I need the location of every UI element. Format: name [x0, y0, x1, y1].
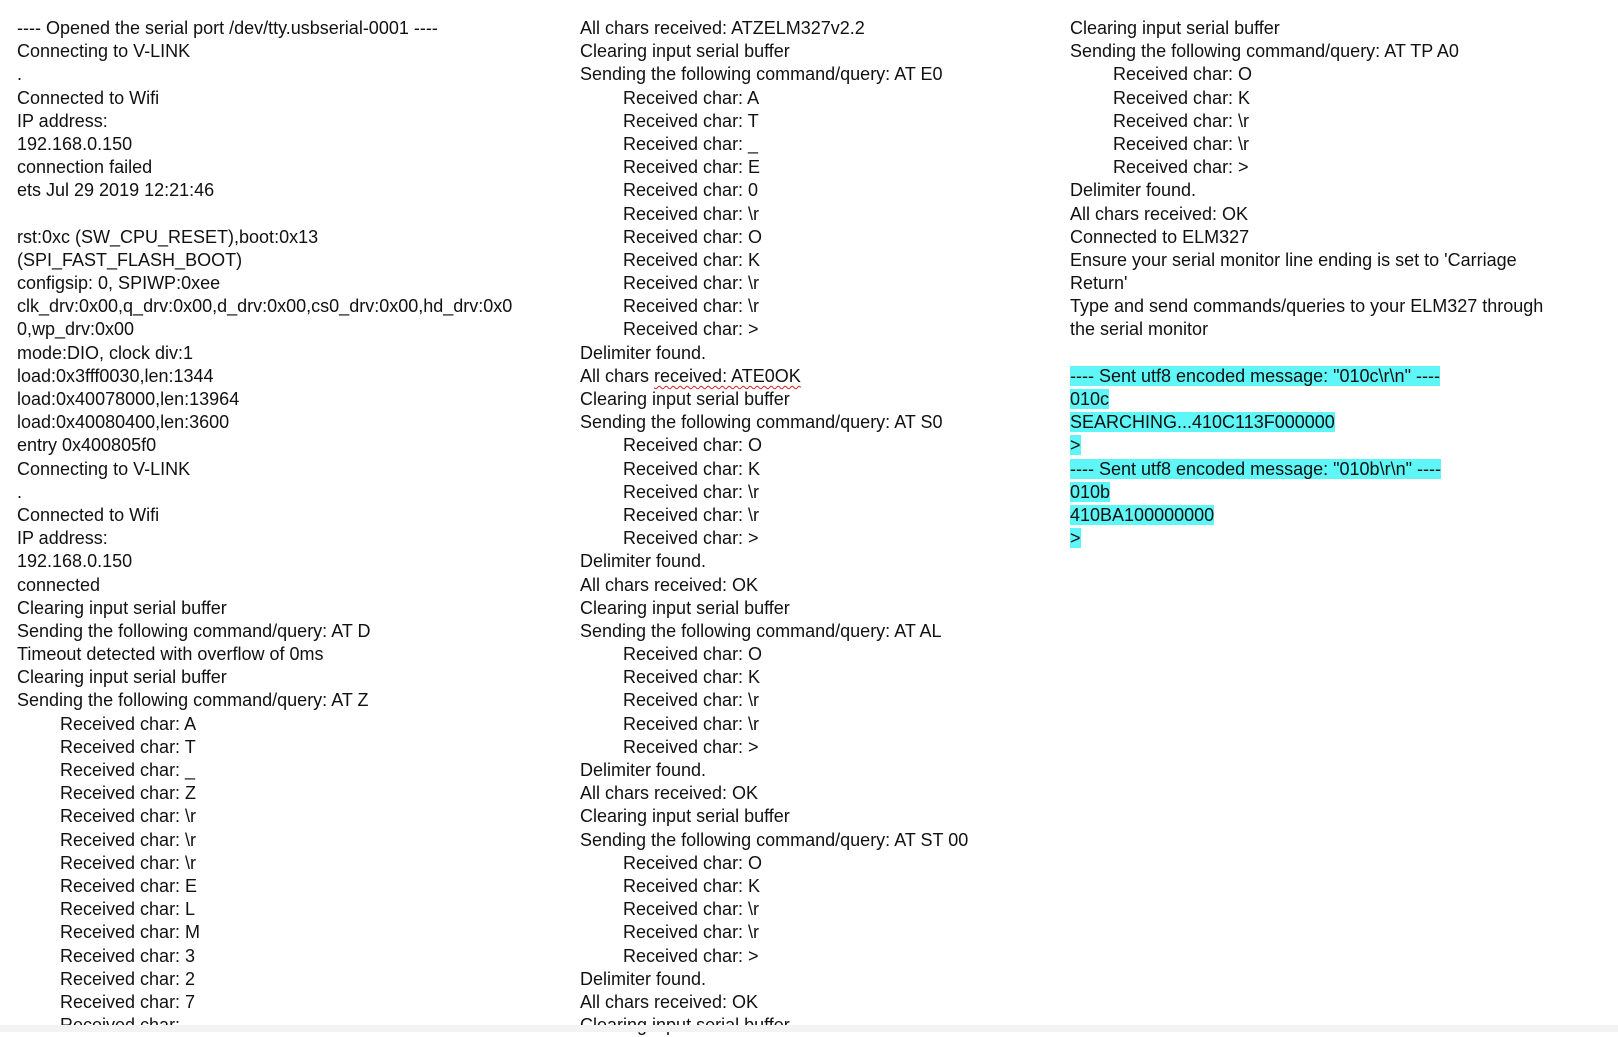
log-line-text: Received char: K	[623, 875, 761, 896]
log-line-text: Clearing input serial buffer	[17, 597, 227, 618]
log-line-text: Sending the following command/query: AT AL	[580, 620, 942, 641]
highlighted-log-line	[1070, 411, 1615, 434]
log-line-text: Sending the following command/query: AT S0	[580, 412, 943, 433]
log-line-text: Received char: 0	[623, 180, 759, 201]
log-line-text: Received char: T	[60, 736, 196, 757]
log-line: All chars received: ATE0OK	[580, 365, 801, 386]
log-line-text: Delimiter found.	[580, 968, 707, 989]
log-line	[17, 411, 562, 434]
log-line	[580, 968, 1050, 991]
log-line	[17, 63, 562, 86]
log-line	[17, 504, 562, 527]
log-line	[580, 597, 1050, 620]
log-line-text: Received char: >	[623, 945, 759, 966]
received-char-line	[1070, 87, 1615, 110]
log-line	[1070, 17, 1615, 40]
log-line-text: load:0x3fff0030,len:1344	[17, 365, 214, 386]
log-line-text: Sending the following command/query: AT TP A0	[1070, 41, 1459, 62]
received-char-line	[580, 87, 1050, 110]
log-line	[580, 759, 1050, 782]
log-line-text: rst:0xc (SW_CPU_RESET),boot:0x13	[17, 226, 319, 247]
log-line-text: Clearing input serial buffer	[580, 41, 790, 62]
log-line	[17, 458, 562, 481]
log-line	[17, 574, 562, 597]
log-line	[17, 249, 562, 272]
log-line-text: Received char: O	[623, 644, 763, 665]
received-char-line	[580, 527, 1050, 550]
received-char-line	[580, 249, 1050, 272]
log-line-text: 192.168.0.150	[17, 133, 133, 154]
log-line-text: Received char: 3	[60, 945, 196, 966]
received-char-line	[580, 736, 1050, 759]
log-line-text: IP address:	[17, 528, 108, 549]
log-line-text: Received char: O	[623, 852, 763, 873]
log-line	[1070, 272, 1615, 295]
log-line-text: Received char: O	[623, 226, 763, 247]
log-line	[17, 87, 562, 110]
log-line	[1070, 342, 1615, 365]
received-char-line	[580, 458, 1050, 481]
log-line-text: Connecting to V-LINK	[17, 41, 191, 62]
log-line	[580, 342, 1050, 365]
log-line	[17, 620, 562, 643]
log-line	[17, 434, 562, 457]
log-line-text: Connected to Wifi	[17, 87, 160, 108]
log-line-text: Received char: T	[623, 110, 759, 131]
log-line-text: configsip: 0, SPIWP:0xee	[17, 273, 221, 294]
log-line-text: Received char: K	[623, 458, 761, 479]
log-line-text: load:0x40080400,len:3600	[17, 412, 230, 433]
log-line-text: Connecting to V-LINK	[17, 458, 191, 479]
log-line	[17, 40, 562, 63]
log-line-text: the serial monitor	[1070, 319, 1209, 340]
received-char-line	[580, 689, 1050, 712]
highlighted-log-line	[1070, 434, 1615, 457]
log-line-text: 010b	[1070, 481, 1111, 502]
log-line-text: ---- Opened the serial port /dev/tty.usbserial-0001 ----	[17, 18, 438, 38]
received-char-line	[580, 203, 1050, 226]
received-char-line	[17, 805, 562, 828]
log-line	[1070, 295, 1615, 318]
log-line-text: Clearing input serial buffer	[580, 389, 790, 409]
log-line-text: Sending the following command/query: AT ST 00	[580, 829, 969, 850]
received-char-line	[17, 968, 562, 991]
received-char-line	[17, 736, 562, 759]
log-line	[17, 689, 562, 712]
received-char-line	[1070, 110, 1615, 133]
log-line-text: entry 0x400805f0	[17, 435, 157, 456]
log-line-text: .	[17, 64, 23, 85]
log-line-text: Received char: O	[623, 435, 763, 456]
log-line-text: Received char: \r	[1113, 110, 1250, 131]
received-char-line	[1070, 156, 1615, 179]
received-char-line	[1070, 133, 1615, 156]
log-line	[1070, 318, 1615, 341]
received-char-line	[580, 110, 1050, 133]
log-line	[17, 365, 562, 388]
log-line	[580, 782, 1050, 805]
received-char-line	[17, 991, 562, 1014]
log-line-text: Received char: Z	[60, 783, 197, 804]
received-char-line	[580, 643, 1050, 666]
received-char-line	[580, 156, 1050, 179]
log-line-text: 0,wp_drv:0x00	[17, 319, 135, 340]
log-line	[17, 295, 562, 318]
log-line-text: connection failed	[17, 157, 153, 178]
log-line	[17, 666, 562, 689]
log-line-text: Received char: K	[1113, 87, 1251, 108]
log-line-text: Clearing input serial buffer	[580, 806, 790, 827]
log-line	[580, 620, 1050, 643]
log-line-text: mode:DIO, clock div:1	[17, 342, 194, 363]
highlighted-log-line	[1070, 527, 1615, 550]
log-line-text: ets Jul 29 2019 12:21:46	[17, 180, 215, 201]
log-line-text: Delimiter found.	[580, 342, 707, 363]
log-line	[17, 643, 562, 666]
received-char-line	[17, 921, 562, 944]
received-char-line	[580, 434, 1050, 457]
received-char-line	[580, 272, 1050, 295]
log-line-text: Received char: _	[60, 760, 196, 780]
received-char-line	[580, 504, 1050, 527]
received-char-line	[580, 875, 1050, 898]
log-line-text: ---- Sent utf8 encoded message: "010c\r\n" ----	[1070, 365, 1440, 386]
log-line	[580, 40, 1050, 63]
log-line-text: Type and send commands/queries to your ELM327 through	[1070, 296, 1544, 317]
log-column-2	[580, 17, 1050, 1037]
log-line-text: Timeout detected with overflow of 0ms	[17, 644, 324, 665]
log-line	[17, 272, 562, 295]
log-line-text: >	[1070, 528, 1081, 549]
log-line-text: Received char: >	[1113, 157, 1249, 178]
log-line	[17, 597, 562, 620]
log-line	[580, 991, 1050, 1014]
highlighted-log-line	[1070, 481, 1615, 504]
log-line	[17, 342, 562, 365]
log-column-1	[17, 17, 562, 1037]
log-line-text: Received char: M	[60, 922, 201, 943]
log-line-text: Received char: \r	[60, 852, 197, 873]
log-line-text: 192.168.0.150	[17, 551, 133, 572]
log-line-text: load:0x40078000,len:13964	[17, 389, 240, 409]
log-line-text: All chars received: OK	[1070, 203, 1249, 224]
log-line-text: Connected to Wifi	[17, 504, 160, 525]
received-char-line	[17, 759, 562, 782]
log-line-text: All chars received: OK	[580, 783, 759, 804]
log-line-text: All chars received: OK	[580, 574, 759, 595]
log-line-text: Sending the following command/query: AT E0	[580, 64, 943, 85]
log-line-text: SEARCHING...410C113F000000	[1070, 412, 1335, 433]
log-line-text: Received char: \r	[623, 899, 760, 920]
log-line-text: Received char: \r	[623, 203, 760, 224]
log-line-text: Received char: \r	[623, 296, 760, 317]
log-line-text: Clearing input serial buffer	[1070, 18, 1280, 38]
log-line	[580, 829, 1050, 852]
log-line-text: Delimiter found.	[580, 760, 707, 780]
spellcheck-underline: received: ATE0OK	[654, 365, 801, 386]
log-line-text: Connected to ELM327	[1070, 226, 1250, 247]
log-line-text: connected	[17, 574, 101, 595]
highlighted-log-line	[1070, 458, 1615, 481]
log-line-text: Received char: \r	[623, 481, 760, 502]
highlighted-log-line	[1070, 388, 1615, 411]
log-line	[580, 63, 1050, 86]
log-line-text: Received char: E	[623, 157, 761, 178]
log-line-text: Received char: \r	[1113, 133, 1250, 154]
log-line	[1070, 40, 1615, 63]
received-char-line	[17, 713, 562, 736]
received-char-line	[1070, 63, 1615, 86]
log-line-text: Received char: >	[623, 319, 759, 340]
log-line-text: All chars received: OK	[580, 991, 759, 1012]
log-line-text: Received char: O	[1113, 64, 1253, 85]
log-line-text: Received char: \r	[60, 829, 197, 850]
log-line-text: Received char: K	[623, 249, 761, 270]
received-char-line	[17, 898, 562, 921]
log-column-3	[1070, 17, 1615, 550]
log-line	[1070, 179, 1615, 202]
log-line	[580, 574, 1050, 597]
log-line-text: Clearing input serial buffer	[580, 597, 790, 618]
log-line-text: Sending the following command/query: AT D	[17, 620, 371, 641]
log-line-text: IP address:	[17, 110, 108, 131]
page-bottom-edge	[0, 1025, 1618, 1032]
log-line-text: Sending the following command/query: AT Z	[17, 690, 369, 711]
log-line	[17, 17, 562, 40]
log-line-text: Received char: _	[623, 133, 759, 154]
log-line-text: Received char: A	[60, 713, 197, 734]
log-line	[17, 226, 562, 249]
log-line-text: Clearing input serial buffer	[17, 667, 227, 688]
log-line	[17, 481, 562, 504]
log-line-text: Received char: \r	[623, 922, 760, 943]
received-char-line	[580, 852, 1050, 875]
log-line	[1070, 203, 1615, 226]
received-char-line	[17, 852, 562, 875]
log-line	[580, 550, 1050, 573]
log-line	[17, 527, 562, 550]
received-char-line	[580, 481, 1050, 504]
log-line-text: Received char: \r	[623, 504, 760, 525]
received-char-line	[580, 945, 1050, 968]
log-line-text: Received char: L	[60, 899, 196, 920]
log-line	[17, 318, 562, 341]
received-char-line	[17, 945, 562, 968]
received-char-line	[580, 713, 1050, 736]
log-line-text: Received char: \r	[60, 806, 197, 827]
received-char-line	[580, 133, 1050, 156]
log-line	[17, 203, 562, 226]
log-line-text: 010c	[1070, 389, 1110, 409]
log-line	[580, 388, 1050, 411]
received-char-line	[17, 829, 562, 852]
log-line-text: Delimiter found.	[580, 551, 707, 572]
log-line	[580, 17, 1050, 40]
log-line	[1070, 226, 1615, 249]
log-line	[17, 133, 562, 156]
log-line-text: Received char: E	[60, 875, 198, 896]
log-line-text: clk_drv:0x00,q_drv:0x00,d_drv:0x00,cs0_drv:0x00,hd_drv:0x0	[17, 296, 513, 317]
log-line-text: Received char: >	[623, 528, 759, 549]
log-line-text: ---- Sent utf8 encoded message: "010b\r\n" ----	[1070, 458, 1441, 479]
received-char-line	[580, 921, 1050, 944]
log-line-text: Received char: \r	[623, 273, 760, 294]
received-char-line	[17, 875, 562, 898]
log-line-text: Received char: A	[623, 87, 760, 108]
log-line-text: (SPI_FAST_FLASH_BOOT)	[17, 249, 243, 270]
log-line	[17, 110, 562, 133]
log-line-text: Received char: 2	[60, 968, 196, 989]
log-line-text: Return'	[1070, 273, 1128, 294]
log-line	[17, 179, 562, 202]
log-line-text: Delimiter found.	[1070, 180, 1197, 201]
log-line	[17, 550, 562, 573]
log-line-text: Received char: \r	[623, 690, 760, 711]
log-line-text: Ensure your serial monitor line ending is set to 'Carriage	[1070, 249, 1517, 270]
log-line-text: Received char: 7	[60, 991, 196, 1012]
received-char-line	[17, 782, 562, 805]
received-char-line	[580, 666, 1050, 689]
log-line-text: 410BA100000000	[1070, 504, 1215, 525]
received-char-line	[580, 226, 1050, 249]
received-char-line	[580, 179, 1050, 202]
log-line-text: .	[17, 481, 23, 502]
highlighted-log-line	[1070, 504, 1615, 527]
log-line-text: All chars received: ATZELM327v2.2	[580, 18, 865, 38]
log-line	[17, 388, 562, 411]
log-line	[17, 156, 562, 179]
log-line-text: Received char: >	[623, 736, 759, 757]
received-char-line	[580, 318, 1050, 341]
log-line-text: Received char: K	[623, 667, 761, 688]
log-line-text: >	[1070, 435, 1081, 456]
received-char-line	[580, 898, 1050, 921]
log-line-text: Received char: \r	[623, 713, 760, 734]
log-line	[1070, 249, 1615, 272]
received-char-line	[580, 295, 1050, 318]
log-line	[580, 411, 1050, 434]
highlighted-log-line	[1070, 365, 1615, 388]
log-line	[580, 805, 1050, 828]
